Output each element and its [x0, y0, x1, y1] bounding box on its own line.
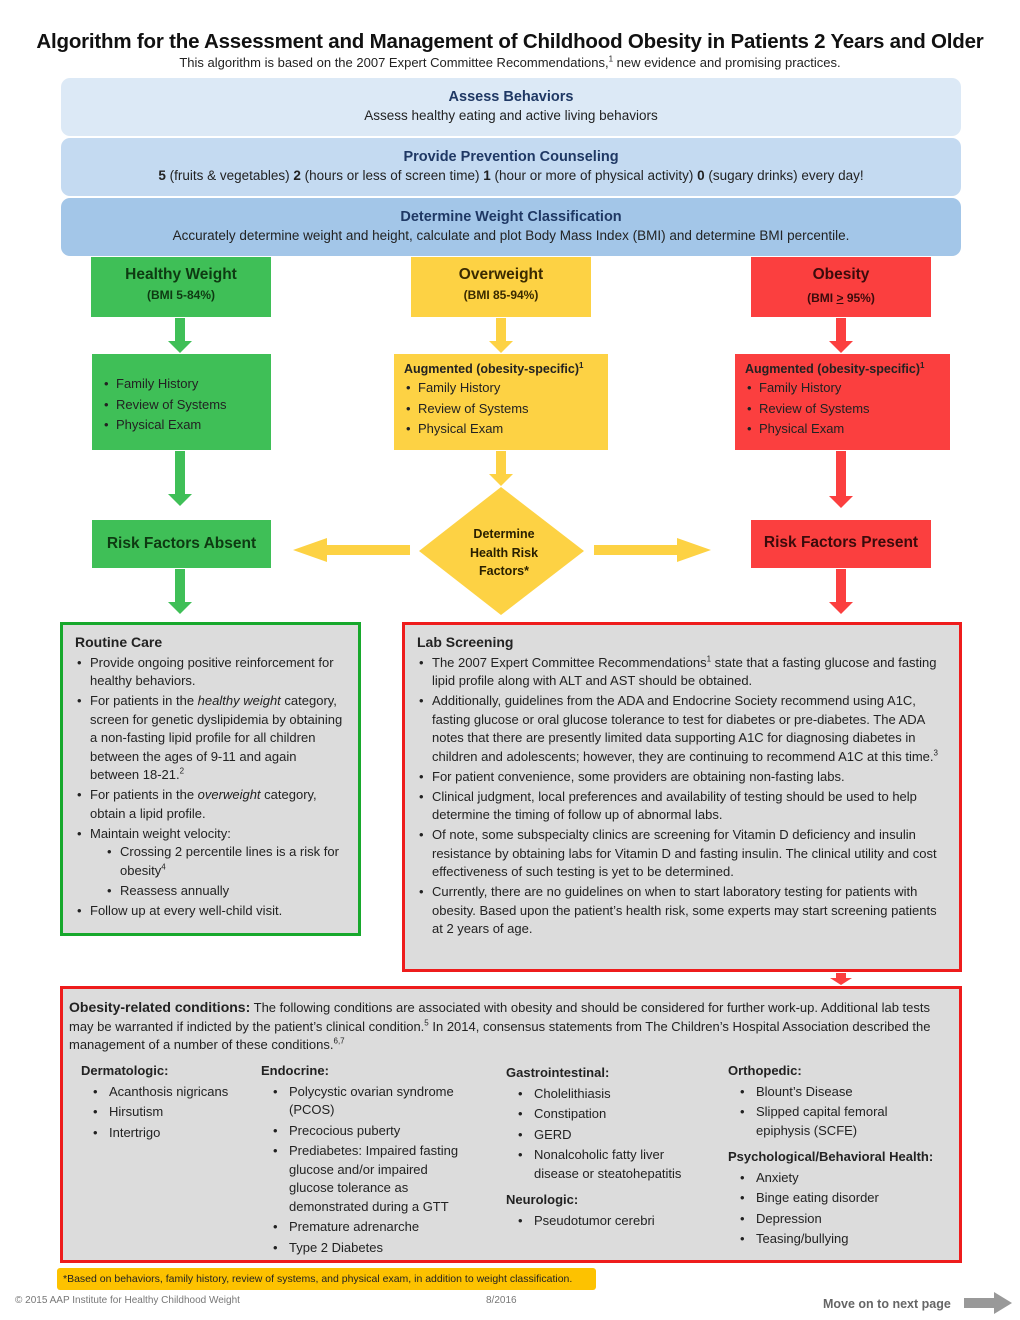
arrow-down-icon [168, 318, 192, 353]
band-heading: Provide Prevention Counseling [403, 149, 619, 165]
list-item: • Intertrigo [81, 1124, 261, 1143]
list-item: • Premature adrenarche [261, 1218, 481, 1237]
column-heading: Psychological/Behavioral Health: [728, 1149, 934, 1164]
column-heading: Endocrine: [261, 1063, 329, 1078]
ref-sup: 4 [161, 862, 166, 872]
arrow-down-icon [830, 973, 852, 985]
list-item: • Blount’s Disease [728, 1083, 958, 1102]
arrow-down-icon [829, 318, 853, 353]
column-heading: Orthopedic: [728, 1063, 802, 1078]
bmi-prefix: (BMI [807, 291, 837, 305]
exam-heading-sup: 1 [579, 360, 584, 370]
arrow-down-icon [168, 451, 192, 506]
list-item: • Follow up at every well-child visit. [75, 902, 348, 921]
list-item: • Binge eating disorder [728, 1189, 958, 1208]
band-heading: Assess Behaviors [448, 89, 574, 105]
category-label: Overweight [458, 266, 544, 283]
list-item: • Prediabetes: Impaired fasting glucose and/or impaired glucose tolerance as demonstrated during a GTT [261, 1142, 476, 1216]
diamond-line: Factors* [478, 564, 530, 578]
counsel-num-0: 0 [697, 168, 705, 183]
ref-sup: 1 [706, 654, 712, 664]
ref-sup: 3 [933, 748, 938, 758]
arrow-down-icon [489, 318, 513, 353]
text: category, screen for genetic dyslipidemia by obtaining a non-fasting lipid profile for all children between the ages of 9-11 and again between 18-21. [90, 693, 343, 782]
list-item: • Teasing/bullying [728, 1230, 958, 1249]
exam-heading-text: Augmented (obesity-specific) [745, 362, 921, 376]
list-item: • Review of Systems [745, 399, 940, 420]
emphasis: healthy weight [197, 693, 281, 708]
list-item: • GERD [506, 1126, 706, 1145]
diamond-line: Health Risk [469, 545, 539, 560]
list-item: • Precocious puberty [261, 1122, 481, 1141]
list-item: • Currently, there are no guidelines on when to start laboratory testing for patients with obesity. Based upon the patient’s health risk, some experts may start screening patients at 2 years of age. [417, 883, 947, 939]
bmi-symbol: > [836, 291, 844, 305]
list-item: • Pseudotumor cerebri [506, 1212, 706, 1231]
text: The following conditions are associated with obesity and should be considered for further work-up. Additional lab tests may be warranted if indicted by the patient’s clinical condition. [69, 1000, 931, 1034]
risk-factors-present-box: Risk Factors Present [751, 520, 931, 568]
text: Additionally, guidelines from the ADA and Endocrine Society recommend using A1C, fasting glucose or oral glucose tolerance to test for diabetes or pre-diabetes. The ADA notes that there are presently limited data supporting A1C for diagnosing diabetes in children and adolescents; however, they are continuing to recommend A1C at this time. [432, 693, 934, 764]
ref-sup: 5 [424, 1018, 429, 1028]
bmi-suffix: 95%) [843, 291, 875, 305]
arrow-down-icon [829, 451, 853, 508]
band-text: Assess healthy eating and active living behaviors [364, 108, 658, 123]
sub-list-item: • Reassess annually [105, 882, 348, 901]
category-label: Healthy Weight [125, 266, 237, 283]
list-item: • Review of Systems [404, 399, 598, 420]
counsel-num-2: 2 [293, 168, 301, 183]
exam-heading-text: Augmented (obesity-specific) [404, 362, 580, 376]
arrow-right-icon [594, 538, 711, 562]
list-item: • Physical Exam [745, 419, 940, 440]
counsel-text: (hours or less of screen time) [300, 168, 484, 183]
risk-factors-absent-box: Risk Factors Absent [92, 520, 271, 568]
dermatologic-column [81, 1062, 261, 1150]
category-bmi: (BMI 5-84%) [146, 288, 215, 302]
list-item: • Type 2 Diabetes [261, 1239, 481, 1258]
text: For patients in the [90, 787, 198, 802]
category-bmi: (BMI 85-94%) [463, 288, 539, 302]
green-arrows [168, 318, 192, 614]
list-item [417, 654, 947, 691]
text: Crossing 2 percentile lines is a risk for obesity [120, 844, 339, 878]
counsel-text: (sugary drinks) every day! [704, 168, 864, 183]
text: In 2014, consensus statements from The Children’s Hospital Association described the management of a number of these conditions. [69, 1018, 931, 1052]
list-item: • Physical Exam [404, 419, 598, 440]
column-heading: Neurologic: [506, 1192, 579, 1207]
obesity-related-conditions-panel [60, 986, 962, 1263]
category-label: Obesity [812, 266, 870, 283]
list-item: • Family History [745, 378, 940, 399]
publication-date: 8/2016 [486, 1295, 517, 1306]
subtitle-text: This algorithm is based on the 2007 Expert Committee Recommendations, [179, 55, 609, 70]
list-item: • Polycystic ovarian syndrome (PCOS) [261, 1083, 456, 1120]
emphasis: overweight [197, 787, 261, 802]
column-heading: Dermatologic: [81, 1063, 169, 1078]
next-page-arrow-icon[interactable] [964, 1292, 1012, 1314]
counsel-num-1: 1 [483, 168, 491, 183]
list-item [417, 692, 947, 766]
list-item: • For patient convenience, some providers are obtaining non-fasting labs. [417, 768, 947, 787]
copyright: © 2015 AAP Institute for Healthy Childhood Weight [15, 1295, 240, 1306]
list-item [75, 786, 348, 823]
footnote: *Based on behaviors, family history, review of systems, and physical exam, in addition to weight classification. [57, 1268, 596, 1290]
text: Maintain weight velocity: [90, 825, 231, 841]
endocrine-column [261, 1062, 481, 1265]
list-item: • Of note, some subspecialty clinics are screening for Vitamin D deficiency and insulin resistance by obtaining labs for Vitamin D and fasting insulin. The clinical utility and cost effectiveness of such testing is yet to be determined. [417, 826, 947, 882]
next-page-label[interactable]: Move on to next page [823, 1297, 951, 1311]
arrow-down-icon [829, 569, 853, 614]
counsel-num-5: 5 [158, 168, 166, 183]
lab-screening-panel [402, 622, 962, 972]
ref-sup: 6,7 [333, 1036, 345, 1046]
routine-care-panel [60, 622, 361, 936]
text: The 2007 Expert Committee Recommendations [432, 654, 707, 670]
counsel-text: (fruits & vegetables) [165, 168, 294, 183]
exam-heading-sup: 1 [920, 360, 925, 370]
list-item: • Acanthosis nigricans [81, 1083, 261, 1102]
list-item: • Anxiety [728, 1169, 958, 1188]
list-item [75, 692, 348, 785]
list-item: • Family History [102, 374, 261, 395]
subtitle-sup: 1 [608, 54, 614, 64]
text: For patients in the [90, 693, 198, 708]
list-item: • Family History [404, 378, 598, 399]
band-heading: Determine Weight Classification [400, 209, 622, 225]
list-item: • Provide ongoing positive reinforcement for healthy behaviors. [75, 654, 348, 691]
band-text: Accurately determine weight and height, calculate and plot Body Mass Index (BMI) and determine BMI percentile. [172, 228, 850, 243]
counsel-text: (hour or more of physical activity) [490, 168, 698, 183]
arrow-left-icon [293, 538, 410, 562]
list-item: • Nonalcoholic fatty liver disease or steatohepatitis [506, 1146, 706, 1183]
list-item: • Cholelithiasis [506, 1085, 706, 1104]
diamond-label [449, 525, 559, 581]
sub-list-item [105, 843, 348, 880]
subtitle-text-end: new evidence and promising practices. [613, 55, 841, 70]
list-item: • Hirsutism [81, 1103, 261, 1122]
arrow-down-icon [489, 451, 513, 486]
conditions-intro [69, 998, 953, 1055]
list-item: • Slipped capital femoral epiphysis (SCFE) [728, 1103, 928, 1140]
panel-heading: Routine Care [75, 634, 163, 650]
list-item: • Physical Exam [102, 415, 261, 436]
column-heading: Gastrointestinal: [506, 1065, 610, 1080]
page-title: Algorithm for the Assessment and Management of Childhood Obesity in Patients 2 Years and Older [36, 30, 984, 53]
ref-sup: 2 [179, 766, 185, 776]
list-item [75, 825, 348, 901]
list-item: • Review of Systems [102, 395, 261, 416]
arrow-down-icon [168, 569, 192, 614]
gastro-neuro-column [506, 1064, 706, 1238]
list-item: • Clinical judgment, local preferences and availability of testing should be used to help determine the timing of follow up of abnormal labs. [417, 788, 947, 825]
diamond-line: Determine [473, 527, 535, 541]
list-item: • Constipation [506, 1105, 706, 1124]
text: state that a fasting glucose and fasting lipid profile along with ALT and AST should be obtained. [432, 654, 937, 688]
conditions-heading: Obesity-related conditions: [69, 999, 251, 1015]
ortho-psych-column [728, 1062, 958, 1257]
text: category, obtain a lipid profile. [90, 787, 317, 821]
list-item: • Depression [728, 1210, 958, 1229]
panel-heading: Lab Screening [417, 634, 514, 650]
